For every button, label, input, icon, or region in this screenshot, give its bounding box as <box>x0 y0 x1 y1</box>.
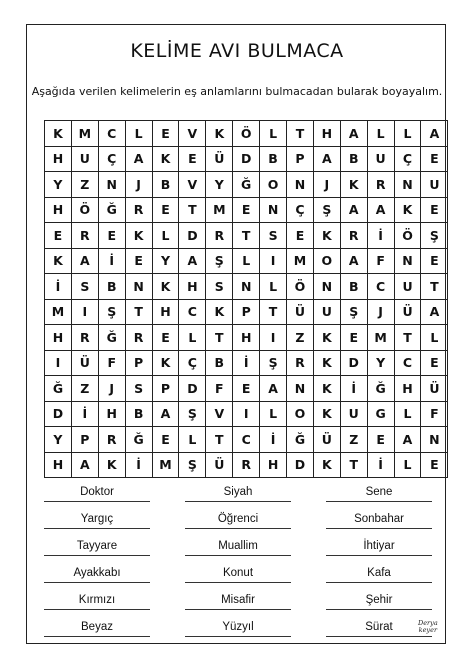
grid-cell[interactable]: U <box>367 146 394 172</box>
grid-cell[interactable]: H <box>233 325 260 351</box>
grid-cell[interactable]: R <box>71 325 98 351</box>
grid-cell[interactable]: Ğ <box>98 197 125 223</box>
grid-cell[interactable]: T <box>206 325 233 351</box>
grid-cell[interactable]: D <box>179 223 206 249</box>
word-item: Ayakkabı <box>44 563 150 583</box>
grid-cell[interactable]: E <box>233 376 260 402</box>
grid-cell[interactable]: Z <box>287 325 314 351</box>
grid-cell[interactable]: H <box>313 121 340 147</box>
grid-cell[interactable]: Ğ <box>233 172 260 198</box>
grid-cell[interactable]: İ <box>367 452 394 478</box>
grid-cell[interactable]: Ü <box>394 299 421 325</box>
grid-cell[interactable]: İ <box>260 427 287 453</box>
grid-cell[interactable]: N <box>394 248 421 274</box>
grid-cell[interactable]: Ş <box>421 223 448 249</box>
grid-cell[interactable]: Z <box>71 376 98 402</box>
grid-cell[interactable]: L <box>260 121 287 147</box>
grid-cell[interactable]: Ç <box>98 146 125 172</box>
word-item: Kafa <box>326 563 432 583</box>
grid-cell[interactable]: K <box>152 146 179 172</box>
grid-cell[interactable]: Ü <box>71 350 98 376</box>
grid-cell[interactable]: R <box>98 427 125 453</box>
grid-cell[interactable]: D <box>340 350 367 376</box>
word-list-row <box>44 617 432 644</box>
grid-cell[interactable]: Ş <box>179 452 206 478</box>
grid-cell[interactable]: N <box>233 274 260 300</box>
word-search-grid <box>44 120 448 478</box>
word-item: Öğrenci <box>185 509 291 529</box>
grid-cell[interactable]: Ç <box>394 146 421 172</box>
grid-row <box>45 401 448 427</box>
grid-cell[interactable]: A <box>340 248 367 274</box>
grid-cell[interactable]: B <box>98 274 125 300</box>
grid-cell[interactable]: Ö <box>287 274 314 300</box>
grid-cell[interactable]: E <box>125 248 152 274</box>
grid-cell[interactable]: Ü <box>206 452 233 478</box>
grid-row <box>45 274 448 300</box>
grid-cell[interactable]: R <box>340 223 367 249</box>
grid-cell[interactable]: K <box>394 197 421 223</box>
grid-cell[interactable]: N <box>98 172 125 198</box>
grid-cell[interactable]: İ <box>71 401 98 427</box>
grid-cell[interactable]: A <box>421 299 448 325</box>
word-list-row <box>44 563 432 590</box>
grid-row <box>45 146 448 172</box>
grid-cell[interactable]: P <box>233 299 260 325</box>
grid-cell[interactable]: A <box>179 248 206 274</box>
grid-cell[interactable]: E <box>421 146 448 172</box>
grid-cell[interactable]: E <box>421 350 448 376</box>
grid-cell[interactable]: R <box>367 172 394 198</box>
grid-cell[interactable]: C <box>394 350 421 376</box>
grid-cell[interactable]: H <box>179 274 206 300</box>
grid-cell[interactable]: E <box>152 325 179 351</box>
grid-cell[interactable]: H <box>45 325 72 351</box>
grid-cell[interactable]: K <box>152 274 179 300</box>
grid-cell[interactable]: Ğ <box>125 427 152 453</box>
grid-cell[interactable]: A <box>340 121 367 147</box>
grid-cell[interactable]: A <box>367 197 394 223</box>
grid-cell[interactable]: K <box>206 299 233 325</box>
grid-cell[interactable]: H <box>394 376 421 402</box>
grid-cell[interactable]: Ü <box>421 376 448 402</box>
signature-line-1: Derya <box>418 619 438 627</box>
grid-cell[interactable]: E <box>421 197 448 223</box>
grid-cell[interactable]: E <box>287 223 314 249</box>
grid-cell[interactable]: N <box>287 172 314 198</box>
grid-cell[interactable]: C <box>179 299 206 325</box>
grid-cell[interactable]: E <box>367 427 394 453</box>
word-item: Şehir <box>326 590 432 610</box>
grid-cell[interactable]: V <box>179 172 206 198</box>
grid-cell[interactable]: Y <box>152 248 179 274</box>
grid-cell[interactable]: L <box>260 274 287 300</box>
grid-cell[interactable]: J <box>313 172 340 198</box>
grid-cell[interactable]: L <box>421 325 448 351</box>
word-item: Doktor <box>44 482 150 502</box>
grid-cell[interactable]: H <box>45 197 72 223</box>
grid-cell[interactable]: Ğ <box>287 427 314 453</box>
grid-cell[interactable]: G <box>367 401 394 427</box>
grid-cell[interactable]: Ş <box>313 197 340 223</box>
page-title: KELİME AVI BULMACA <box>130 40 344 62</box>
grid-row <box>45 121 448 147</box>
grid-cell[interactable]: F <box>98 350 125 376</box>
grid-cell[interactable]: K <box>313 350 340 376</box>
grid-cell[interactable]: T <box>421 274 448 300</box>
grid-cell[interactable]: D <box>45 401 72 427</box>
grid-cell[interactable]: S <box>125 376 152 402</box>
word-item: Muallim <box>185 536 291 556</box>
grid-cell[interactable]: N <box>260 197 287 223</box>
grid-cell[interactable]: İ <box>125 452 152 478</box>
grid-cell[interactable]: B <box>340 146 367 172</box>
grid-cell[interactable]: V <box>206 401 233 427</box>
grid-cell[interactable]: E <box>179 146 206 172</box>
word-item: Sürat <box>326 617 432 637</box>
grid-cell[interactable]: E <box>98 223 125 249</box>
grid-cell[interactable]: T <box>179 197 206 223</box>
grid-cell[interactable]: Ö <box>71 197 98 223</box>
grid-cell[interactable]: S <box>71 274 98 300</box>
grid-cell[interactable]: J <box>125 172 152 198</box>
grid-cell[interactable]: D <box>233 146 260 172</box>
word-item: Yüzyıl <box>185 617 291 637</box>
grid-cell[interactable]: M <box>45 299 72 325</box>
grid-cell[interactable]: F <box>421 401 448 427</box>
grid-cell[interactable]: Ü <box>287 299 314 325</box>
grid-cell[interactable]: B <box>206 350 233 376</box>
word-item: Siyah <box>185 482 291 502</box>
grid-cell[interactable]: N <box>125 274 152 300</box>
grid-cell[interactable]: E <box>152 197 179 223</box>
grid-cell[interactable]: Y <box>45 172 72 198</box>
grid-cell[interactable]: Ç <box>179 350 206 376</box>
word-item: Sene <box>326 482 432 502</box>
grid-cell[interactable]: R <box>71 223 98 249</box>
grid-cell[interactable]: D <box>287 452 314 478</box>
grid-row <box>45 325 448 351</box>
grid-cell[interactable]: M <box>287 248 314 274</box>
grid-cell[interactable]: L <box>394 121 421 147</box>
grid-cell[interactable]: E <box>45 223 72 249</box>
grid-cell[interactable]: S <box>260 223 287 249</box>
word-item: İhtiyar <box>326 536 432 556</box>
grid-cell[interactable]: Ş <box>98 299 125 325</box>
grid-row <box>45 452 448 478</box>
grid-cell[interactable]: A <box>260 376 287 402</box>
grid-row <box>45 172 448 198</box>
grid-cell[interactable]: E <box>421 452 448 478</box>
grid-cell[interactable]: U <box>313 299 340 325</box>
grid-cell[interactable]: İ <box>233 350 260 376</box>
grid-cell[interactable]: L <box>179 427 206 453</box>
grid-cell[interactable]: L <box>394 401 421 427</box>
grid-cell[interactable]: Ş <box>179 401 206 427</box>
grid-cell[interactable]: T <box>340 452 367 478</box>
grid-cell[interactable]: K <box>45 121 72 147</box>
grid-row <box>45 248 448 274</box>
grid-cell[interactable]: İ <box>45 274 72 300</box>
grid-cell[interactable]: I <box>260 325 287 351</box>
grid-cell[interactable]: T <box>394 325 421 351</box>
grid-cell[interactable]: L <box>233 248 260 274</box>
grid-cell[interactable]: B <box>340 274 367 300</box>
grid-cell[interactable]: A <box>313 146 340 172</box>
grid-cell[interactable]: D <box>179 376 206 402</box>
grid-cell[interactable]: J <box>98 376 125 402</box>
grid-cell[interactable]: N <box>421 427 448 453</box>
grid-cell[interactable]: H <box>45 452 72 478</box>
grid-cell[interactable]: K <box>152 350 179 376</box>
grid-cell[interactable]: B <box>260 146 287 172</box>
word-list-row <box>44 536 432 563</box>
grid-cell[interactable]: T <box>260 299 287 325</box>
grid-cell[interactable]: I <box>45 350 72 376</box>
grid-cell[interactable]: L <box>260 401 287 427</box>
grid-cell[interactable]: Ğ <box>45 376 72 402</box>
grid-cell[interactable]: Ü <box>206 146 233 172</box>
grid-cell[interactable]: C <box>98 121 125 147</box>
grid-cell[interactable]: O <box>313 248 340 274</box>
grid-cell[interactable]: A <box>152 401 179 427</box>
grid-row <box>45 376 448 402</box>
grid-cell[interactable]: M <box>152 452 179 478</box>
grid-cell[interactable]: R <box>206 223 233 249</box>
grid-cell[interactable]: Ğ <box>98 325 125 351</box>
grid-cell[interactable]: L <box>179 325 206 351</box>
grid-cell[interactable]: A <box>394 427 421 453</box>
grid-cell[interactable]: P <box>152 376 179 402</box>
grid-cell[interactable]: J <box>367 299 394 325</box>
grid-cell[interactable]: Z <box>71 172 98 198</box>
grid-cell[interactable]: U <box>71 146 98 172</box>
grid-cell[interactable]: Ç <box>287 197 314 223</box>
grid-row <box>45 197 448 223</box>
grid-cell[interactable]: R <box>125 325 152 351</box>
grid-cell[interactable]: L <box>367 121 394 147</box>
grid-cell[interactable]: M <box>71 121 98 147</box>
grid-cell[interactable]: E <box>152 427 179 453</box>
grid-row <box>45 427 448 453</box>
grid-cell[interactable]: N <box>287 376 314 402</box>
grid-cell[interactable]: R <box>233 452 260 478</box>
grid-cell[interactable]: I <box>71 299 98 325</box>
grid-cell[interactable]: L <box>125 121 152 147</box>
word-item: Sonbahar <box>326 509 432 529</box>
grid-cell[interactable]: K <box>206 121 233 147</box>
word-item: Tayyare <box>44 536 150 556</box>
grid-cell[interactable]: M <box>206 197 233 223</box>
grid-cell[interactable]: U <box>340 401 367 427</box>
grid-cell[interactable]: Ğ <box>367 376 394 402</box>
grid-cell[interactable]: F <box>367 248 394 274</box>
grid-cell[interactable]: E <box>340 325 367 351</box>
grid-cell[interactable]: U <box>421 172 448 198</box>
grid-cell[interactable]: O <box>287 401 314 427</box>
grid-cell[interactable]: O <box>260 172 287 198</box>
grid-cell[interactable]: H <box>260 452 287 478</box>
grid-cell[interactable]: T <box>287 121 314 147</box>
grid-cell[interactable]: Ö <box>394 223 421 249</box>
author-signature <box>418 620 438 634</box>
word-list <box>44 482 432 644</box>
grid-cell[interactable]: A <box>340 197 367 223</box>
grid-cell[interactable]: P <box>125 350 152 376</box>
grid-cell[interactable]: H <box>98 401 125 427</box>
grid-cell[interactable]: N <box>394 172 421 198</box>
grid-cell[interactable]: B <box>125 401 152 427</box>
grid-cell[interactable]: L <box>152 223 179 249</box>
grid-cell[interactable]: K <box>313 325 340 351</box>
grid-cell[interactable]: S <box>206 274 233 300</box>
grid-cell[interactable]: C <box>233 427 260 453</box>
grid-cell[interactable]: Y <box>367 350 394 376</box>
word-item: Yargıç <box>44 509 150 529</box>
grid-row <box>45 299 448 325</box>
grid-cell[interactable]: K <box>313 452 340 478</box>
word-list-row <box>44 590 432 617</box>
word-item: Kırmızı <box>44 590 150 610</box>
grid-cell[interactable]: T <box>206 427 233 453</box>
grid-cell[interactable]: K <box>45 248 72 274</box>
grid-cell[interactable]: K <box>313 376 340 402</box>
grid-cell[interactable]: Z <box>340 427 367 453</box>
grid-cell[interactable]: H <box>152 299 179 325</box>
grid-cell[interactable]: N <box>313 274 340 300</box>
word-item: Konut <box>185 563 291 583</box>
grid-cell[interactable]: T <box>125 299 152 325</box>
grid-cell[interactable]: İ <box>367 223 394 249</box>
grid-cell[interactable]: İ <box>98 248 125 274</box>
grid-cell[interactable]: E <box>421 248 448 274</box>
grid-cell[interactable]: Ş <box>260 350 287 376</box>
grid-cell[interactable]: İ <box>340 376 367 402</box>
grid-cell[interactable]: R <box>287 350 314 376</box>
grid-cell[interactable]: I <box>260 248 287 274</box>
grid-cell[interactable]: K <box>340 172 367 198</box>
grid-cell[interactable]: Ü <box>313 427 340 453</box>
grid-cell[interactable]: A <box>125 146 152 172</box>
grid-cell[interactable]: M <box>367 325 394 351</box>
word-item: Misafir <box>185 590 291 610</box>
grid-cell[interactable]: E <box>152 121 179 147</box>
grid-cell[interactable]: V <box>179 121 206 147</box>
grid-cell[interactable]: A <box>71 248 98 274</box>
grid-cell[interactable]: T <box>233 223 260 249</box>
grid-cell[interactable]: K <box>98 452 125 478</box>
grid-cell[interactable]: A <box>71 452 98 478</box>
grid-cell[interactable]: I <box>233 401 260 427</box>
grid-cell[interactable]: K <box>125 223 152 249</box>
grid-cell[interactable]: H <box>45 146 72 172</box>
grid-cell[interactable]: C <box>367 274 394 300</box>
grid-cell[interactable]: Ö <box>233 121 260 147</box>
grid-cell[interactable]: K <box>313 223 340 249</box>
grid-row <box>45 350 448 376</box>
grid-cell[interactable]: P <box>71 427 98 453</box>
grid-cell[interactable]: K <box>313 401 340 427</box>
grid-cell[interactable]: Y <box>206 172 233 198</box>
grid-cell[interactable]: P <box>287 146 314 172</box>
grid-cell[interactable]: Ş <box>206 248 233 274</box>
grid-cell[interactable]: Ş <box>340 299 367 325</box>
grid-cell[interactable]: U <box>394 274 421 300</box>
grid-cell[interactable]: L <box>394 452 421 478</box>
grid-cell[interactable]: Y <box>45 427 72 453</box>
grid-cell[interactable]: F <box>206 376 233 402</box>
word-item: Beyaz <box>44 617 150 637</box>
signature-line-2: keyer <box>418 626 438 634</box>
word-list-row <box>44 482 432 509</box>
grid-cell[interactable]: B <box>152 172 179 198</box>
grid-cell[interactable]: A <box>421 121 448 147</box>
grid-cell[interactable]: R <box>125 197 152 223</box>
instruction-text: Aşağıda verilen kelimelerin eş anlamlarını bulmacadan bularak boyayalım. <box>31 85 443 98</box>
word-list-row <box>44 509 432 536</box>
grid-cell[interactable]: E <box>233 197 260 223</box>
grid-row <box>45 223 448 249</box>
